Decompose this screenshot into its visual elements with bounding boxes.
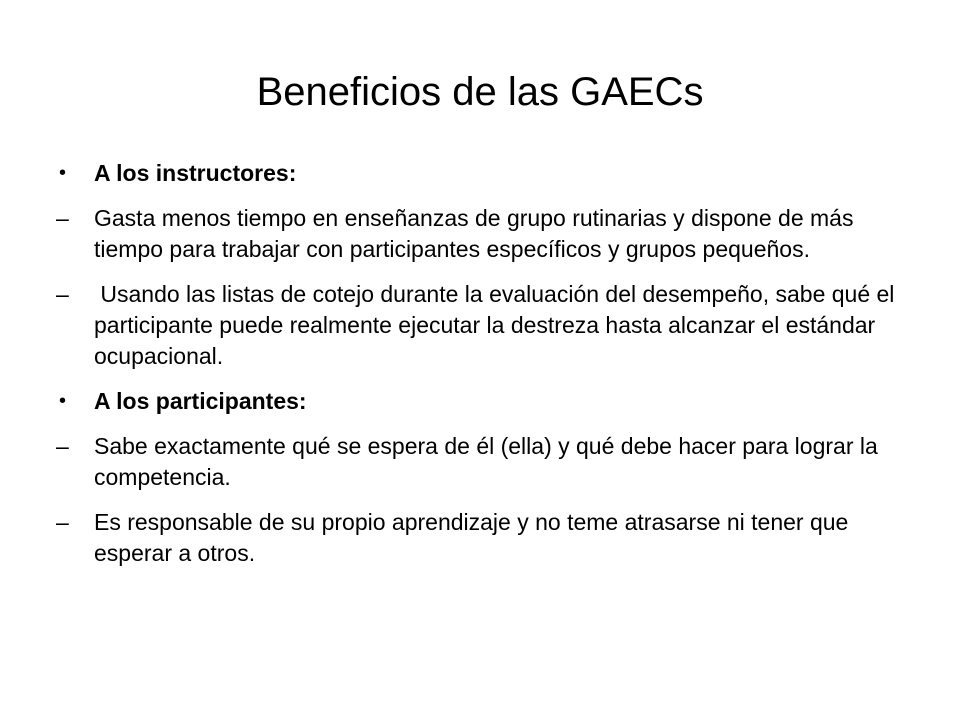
bullet-item-instructores bbox=[56, 158, 916, 189]
bullet-item-participantes bbox=[56, 386, 916, 417]
slide-body bbox=[56, 158, 916, 583]
dash-marker: – bbox=[56, 281, 69, 307]
dash-item bbox=[56, 203, 916, 265]
dash-text: Sabe exactamente qué se espera de él (ella) y qué debe hacer para lograr la competencia. bbox=[94, 433, 885, 490]
dash-marker: – bbox=[56, 433, 69, 459]
dash-marker: – bbox=[56, 509, 69, 535]
dash-item bbox=[56, 279, 916, 372]
dash-marker: – bbox=[56, 205, 69, 231]
dash-item bbox=[56, 507, 916, 569]
dash-item bbox=[56, 431, 916, 493]
slide-title: Beneficios de las GAECs bbox=[256, 70, 704, 114]
bullet-marker: • bbox=[59, 390, 67, 412]
dash-text: Es responsable de su propio aprendizaje y no teme atrasarse ni tener que esperar a otros. bbox=[94, 509, 855, 566]
bullet-heading: A los participantes: bbox=[94, 388, 307, 414]
dash-text: Usando las listas de cotejo durante la evaluación del desempeño, sabe qué el participante puede realmente ejecutar la destreza hasta alcanzar el estándar ocupacional. bbox=[94, 281, 901, 369]
dash-text: Gasta menos tiempo en enseñanzas de grupo rutinarias y dispone de más tiempo para trabajar con participantes específicos y grupos pequeños. bbox=[94, 205, 860, 262]
bullet-heading: A los instructores: bbox=[94, 160, 297, 186]
bullet-marker: • bbox=[59, 162, 67, 184]
